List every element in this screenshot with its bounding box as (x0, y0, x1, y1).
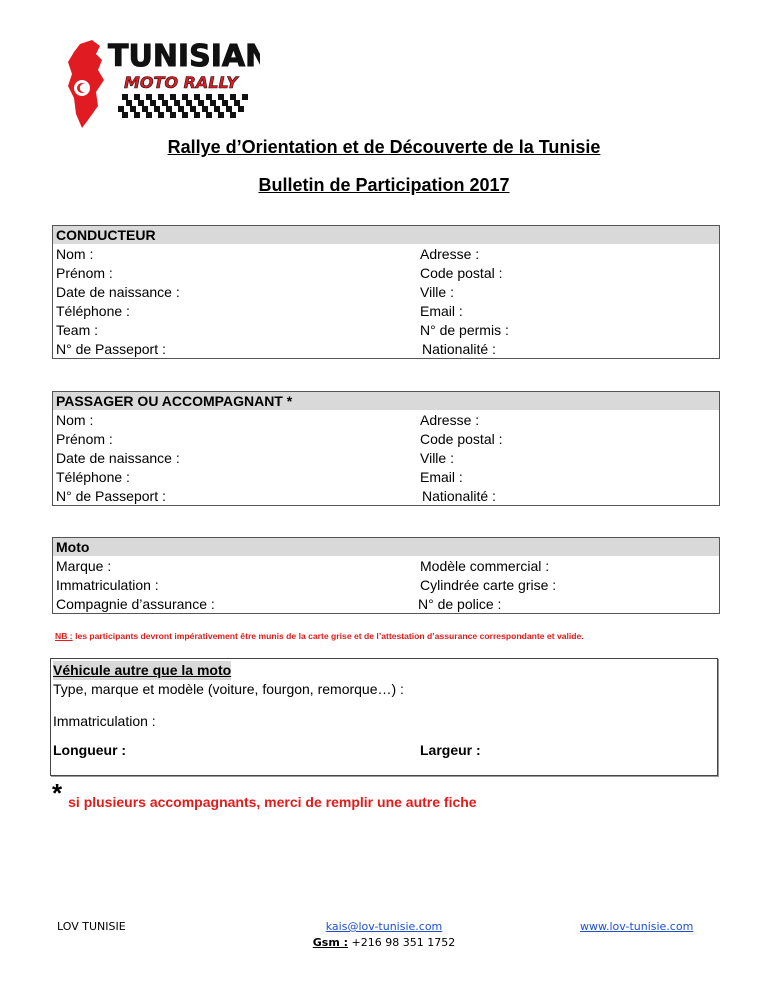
field-modele[interactable]: Modèle commercial : (420, 558, 550, 574)
field-largeur[interactable]: Largeur : (420, 742, 481, 758)
field-prenom[interactable]: Prénom : (56, 265, 113, 281)
passager-header: PASSAGER OU ACCOMPAGNANT * (53, 392, 719, 410)
footer-website-link[interactable]: www.lov-tunisie.com (580, 920, 694, 933)
field-longueur[interactable]: Longueur : (53, 742, 127, 758)
field-cylindree[interactable]: Cylindrée carte grise : (420, 577, 557, 593)
field-nom[interactable]: Nom : (56, 412, 94, 428)
field-adresse[interactable]: Adresse : (420, 246, 480, 262)
field-date-naissance[interactable]: Date de naissance : (56, 450, 180, 466)
nb-note (55, 631, 584, 641)
field-ville[interactable]: Ville : (420, 284, 454, 300)
field-telephone[interactable]: Téléphone : (56, 469, 130, 485)
page-title: Rallye d’Orientation et de Découverte de la Tunisie (167, 137, 601, 157)
conducteur-left-fields (56, 245, 180, 359)
conducteur-right-fields (420, 245, 509, 359)
page-subtitle: Bulletin de Participation 2017 (258, 175, 510, 195)
svg-text:MOTO RALLY: MOTO RALLY (124, 73, 238, 92)
field-email[interactable]: Email : (420, 469, 463, 485)
vehicule-fields (53, 661, 404, 731)
passager-left-fields (56, 411, 180, 506)
field-team[interactable]: Team : (56, 322, 99, 338)
field-ville[interactable]: Ville : (420, 450, 454, 466)
field-code-postal[interactable]: Code postal : (420, 265, 503, 281)
field-nom[interactable]: Nom : (56, 246, 94, 262)
footer-org: LOV TUNISIE (57, 920, 126, 933)
field-immatriculation[interactable]: Immatriculation : (53, 713, 156, 729)
field-adresse[interactable]: Adresse : (420, 412, 480, 428)
field-immatriculation[interactable]: Immatriculation : (56, 577, 159, 593)
field-nationalite[interactable]: Nationalité : (422, 488, 496, 504)
tunisian-moto-rally-logo (60, 36, 260, 136)
field-permis[interactable]: N° de permis : (420, 322, 509, 338)
footer-email-link[interactable]: kais@lov-tunisie.com (325, 920, 443, 933)
footer-website (580, 920, 693, 933)
nb-label: NB : (55, 631, 73, 641)
conducteur-header: CONDUCTEUR (53, 226, 719, 244)
field-telephone[interactable]: Téléphone : (56, 303, 130, 319)
vehicule-section (50, 658, 718, 776)
field-assurance[interactable]: Compagnie d’assurance : (56, 596, 215, 612)
footer-gsm: +216 98 351 1752 (351, 936, 456, 949)
passager-right-fields (420, 411, 503, 506)
field-passeport[interactable]: N° de Passeport : (56, 341, 166, 357)
field-type-marque-modele[interactable]: Type, marque et modèle (voiture, fourgon, remorque…) : (53, 681, 404, 697)
field-police[interactable]: N° de police : (418, 596, 502, 612)
asterisk-mark: * (52, 778, 63, 808)
moto-right-fields (420, 557, 556, 614)
footer-gsm-label: Gsm : (312, 936, 349, 949)
field-passeport[interactable]: N° de Passeport : (56, 488, 166, 504)
nb-text: les participants devront impérativement être munis de la carte grise et de l’attestation d’assurance correspondante et valide. (75, 631, 584, 641)
moto-left-fields (56, 557, 215, 614)
field-nationalite[interactable]: Nationalité : (422, 341, 496, 357)
svg-text:TUNISIAN: TUNISIAN (108, 39, 260, 74)
vehicule-header: Véhicule autre que la moto (53, 662, 232, 678)
accompagnants-note (52, 778, 477, 810)
moto-section (52, 537, 720, 614)
field-email[interactable]: Email : (420, 303, 463, 319)
field-marque[interactable]: Marque : (56, 558, 112, 574)
accompagnants-note-text: si plusieurs accompagnants, merci de remplir une autre fiche (68, 794, 477, 810)
moto-header: Moto (53, 538, 719, 556)
passager-section (52, 391, 720, 506)
field-code-postal[interactable]: Code postal : (420, 431, 503, 447)
conducteur-section (52, 225, 720, 359)
field-prenom[interactable]: Prénom : (56, 431, 113, 447)
field-date-naissance[interactable]: Date de naissance : (56, 284, 180, 300)
